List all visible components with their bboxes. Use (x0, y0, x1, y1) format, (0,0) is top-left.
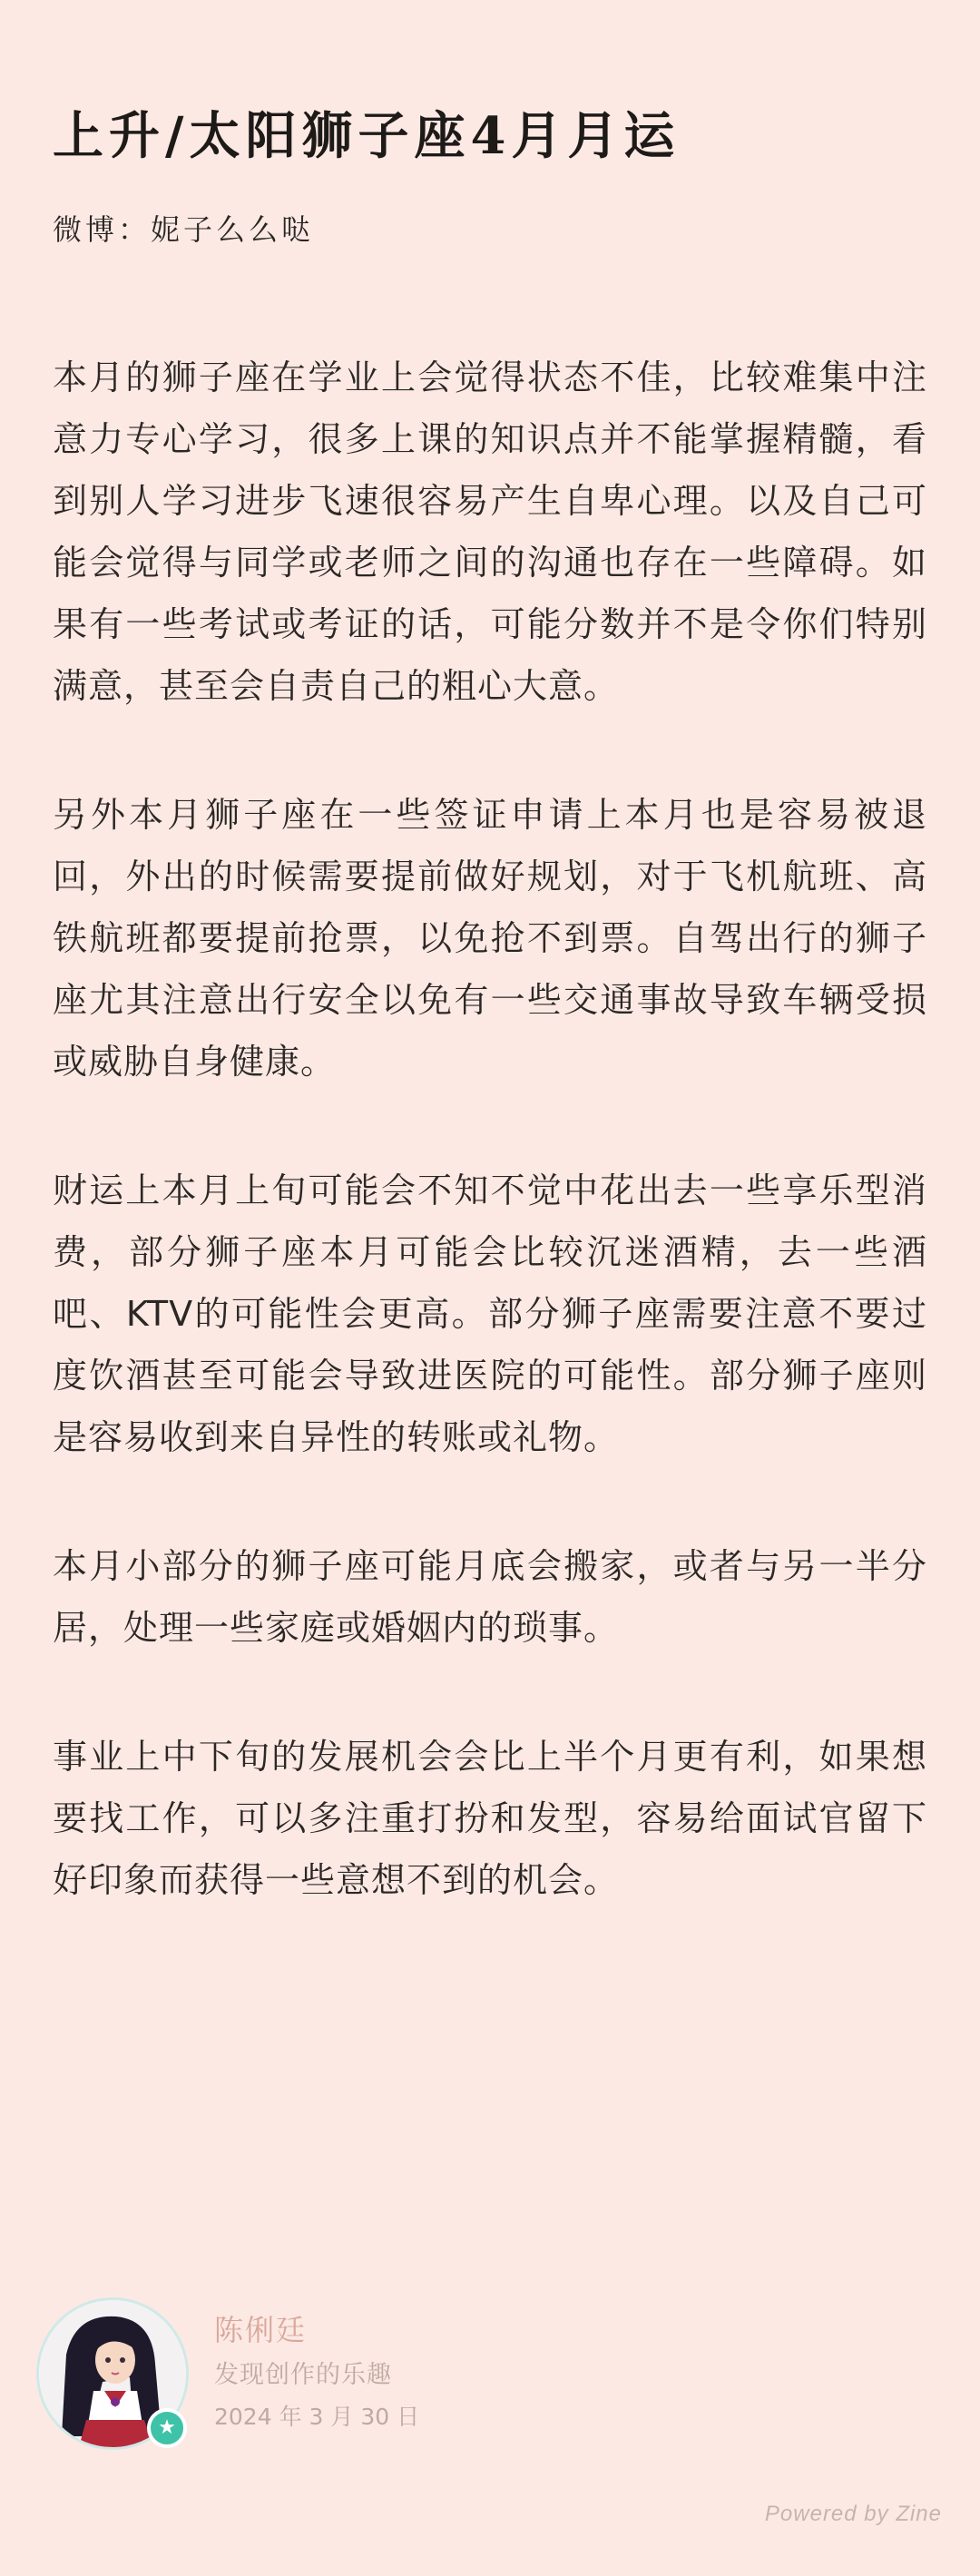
article-title: 上升/太阳狮子座4月月运 (53, 106, 681, 166)
paragraph-finance: 财运上本月上旬可能会不知不觉中花出去一些享乐型消费，部分狮子座本月可能会比较沉迷酒精，去一些酒吧、KTV的可能性会更高。部分狮子座需要注意不要过度饮酒甚至可能会导致进医院的可能性。部分狮子座则是容易收到来自异性的转账或礼物。 (53, 1170, 927, 1457)
author-card[interactable] (36, 2297, 508, 2461)
powered-by-link[interactable]: Powered by Zine (764, 2502, 942, 2526)
star-badge-icon: ★ (147, 2408, 187, 2448)
article-body (53, 347, 927, 1978)
publish-date: 2024 年 3 月 30 日 (214, 2404, 420, 2430)
paragraph-study: 本月的狮子座在学业上会觉得状态不佳，比较难集中注意力专心学习，很多上课的知识点并不能掌握精髓，看到别人学习进步飞速很容易产生自卑心理。以及自己可能会觉得与同学或老师之间的沟通也存在一些障碍。如果有一些考试或考证的话，可能分数并不是令你们特别满意，甚至会自责自己的粗心大意。 (53, 358, 927, 706)
paragraph-home: 本月小部分的狮子座可能月底会搬家，或者与另一半分居，处理一些家庭或婚姻内的琐事。 (53, 1546, 927, 1648)
author-name[interactable]: 陈俐廷 (214, 2313, 308, 2347)
author-tagline: 发现创作的乐趣 (214, 2361, 392, 2389)
paragraph-career: 事业上中下旬的发展机会会比上半个月更有利，如果想要找工作，可以多注重打扮和发型，容易给面试官留下好印象而获得一些意想不到的机会。 (53, 1737, 927, 1900)
article-byline: 微博：妮子么么哒 (53, 212, 315, 247)
paragraph-travel: 另外本月狮子座在一些签证申请上本月也是容易被退回，外出的时候需要提前做好规划，对于飞机航班、高铁航班都要提前抢票，以免抢不到票。自驾出行的狮子座尤其注意出行安全以免有一些交通事故导致车辆受损或威胁自身健康。 (53, 795, 927, 1082)
